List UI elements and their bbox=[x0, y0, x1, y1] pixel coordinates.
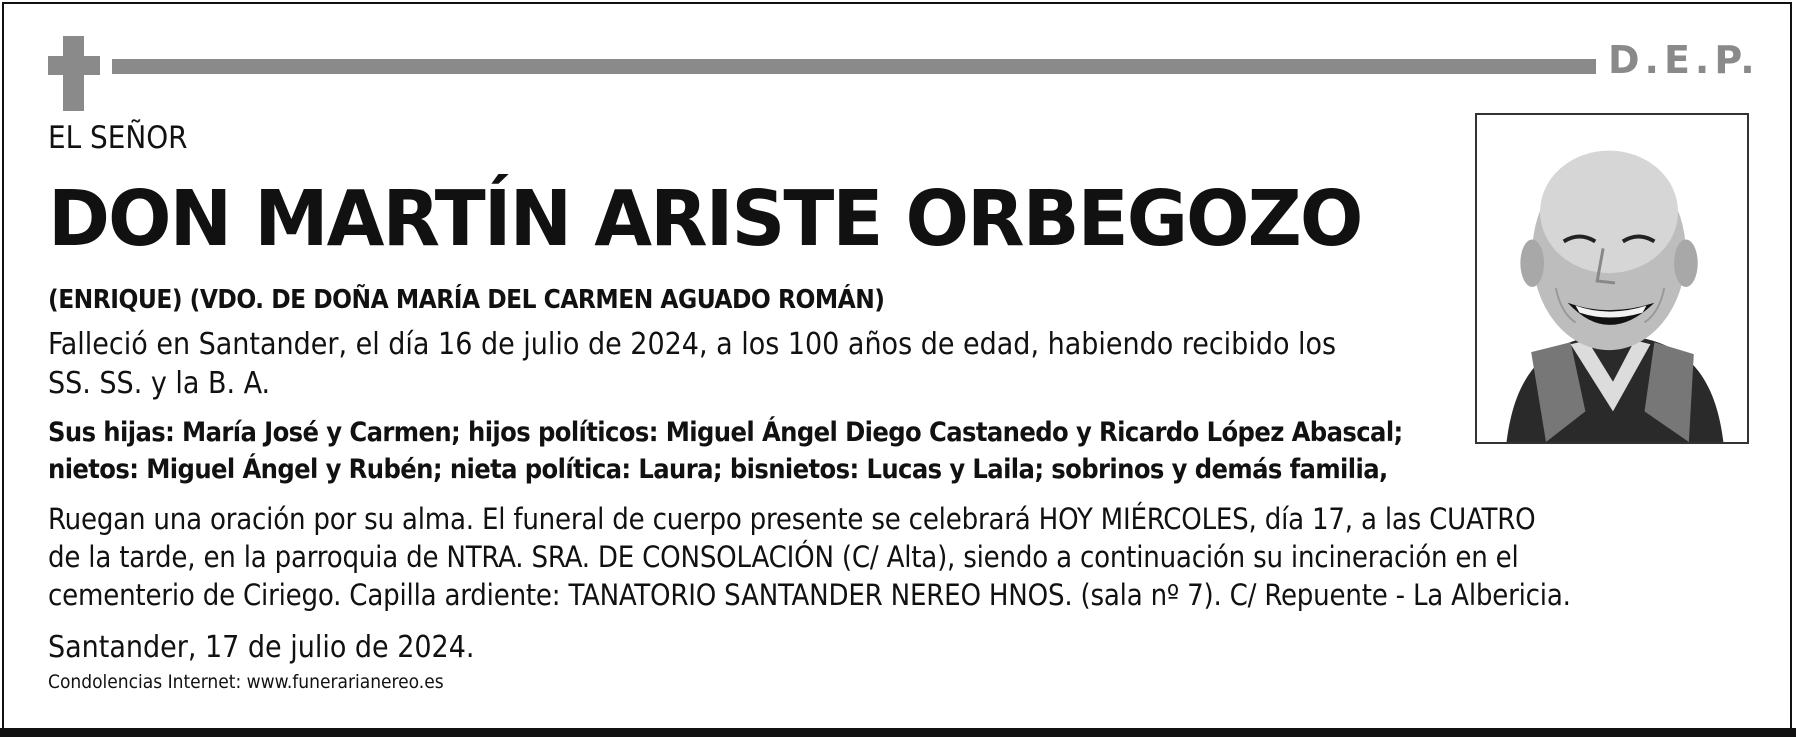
funeral-line: Ruegan una oración por su alma. El funeral de cuerpo presente se celebrará HOY MIÉRCOLES, día 17, a las CUATRO bbox=[48, 502, 1536, 536]
portrait-photo bbox=[1475, 113, 1749, 444]
family-paragraph bbox=[48, 414, 1403, 488]
place-date: Santander, 17 de julio de 2024. bbox=[48, 630, 475, 665]
title-prefix: EL SEÑOR bbox=[48, 120, 188, 156]
condolences-link: Condolencias Internet: www.funerarianereo.es bbox=[48, 671, 444, 693]
cross-icon bbox=[48, 36, 100, 111]
family-line: Sus hijas: María José y Carmen; hijos políticos: Miguel Ángel Diego Castanedo y Ricardo López Abascal; bbox=[48, 417, 1403, 448]
dep-label: D.E.P. bbox=[1608, 38, 1760, 82]
header-rule bbox=[112, 59, 1596, 74]
deceased-subtitle: (ENRIQUE) (VDO. DE DOÑA MARÍA DEL CARMEN AGUADO ROMÁN) bbox=[48, 285, 885, 315]
bottom-rule bbox=[0, 728, 1796, 737]
death-line: SS. SS. y la B. A. bbox=[48, 366, 271, 401]
deceased-name: DON MARTÍN ARISTE ORBEGOZO bbox=[48, 175, 1362, 264]
funeral-line: de la tarde, en la parroquia de NTRA. SRA. DE CONSOLACIÓN (C/ Alta), siendo a continuación su incineración en el bbox=[48, 540, 1519, 574]
death-line: Falleció en Santander, el día 16 de julio de 2024, a los 100 años de edad, habiendo recibido los bbox=[48, 327, 1337, 362]
death-paragraph bbox=[48, 325, 1336, 403]
funeral-paragraph bbox=[48, 500, 1571, 614]
funeral-line: cementerio de Ciriego. Capilla ardiente: TANATORIO SANTANDER NEREO HNOS. (sala nº 7). C/ Repuente - La Albericia. bbox=[48, 578, 1571, 612]
family-line: nietos: Miguel Ángel y Rubén; nieta política: Laura; bisnietos: Lucas y Laila; sobrinos y demás familia, bbox=[48, 454, 1388, 485]
